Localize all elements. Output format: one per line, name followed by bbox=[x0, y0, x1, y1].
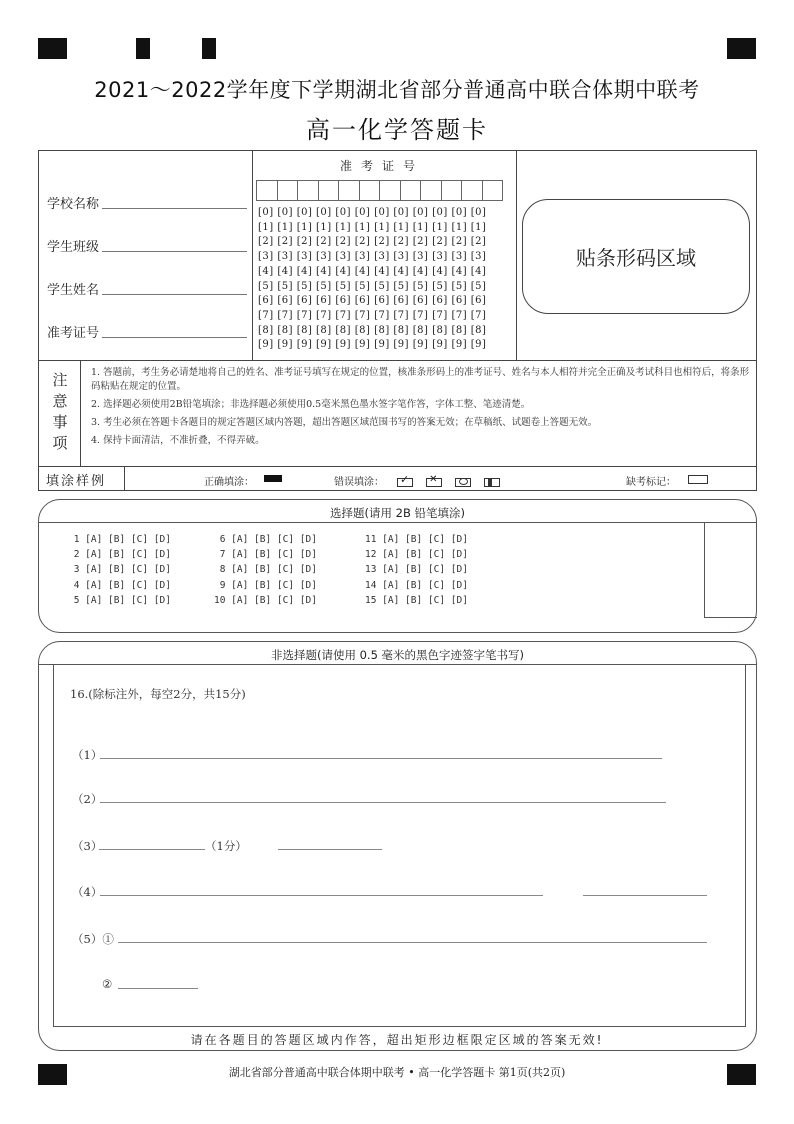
q16-part-5-answer-line-2[interactable] bbox=[118, 988, 198, 989]
school-name-label: 学校名称 bbox=[47, 197, 100, 212]
exam-number-bubble-grid[interactable]: [0] [0] [0] [0] [0] [0] [0] [0] [0] [0] [0] [0] [1] [1] [1] [1] [1] [1] [1] [1] [1] [1] [1] [1] [2] [2] [2] [2] [2] [2] [2] [2] [2] [2] [2] [2] [3] [3] [3] [3] [3] [3] [3] [3] [3] [3] [3] [3] [4] [4] [4] [4] [4] [4] [4] [4] [4] [4] [4] [4] [5] [5] [5] [5] [5] [5] [5] [5] [5] [5] [5] [5] [6] [6] [6] [6] [6] [6] [6] [6] [6] [6] [6] [6] [7] [7] [7] [7] [7] [7] [7] [7] [7] [7] [7] [7] [8] [8] [8] [8] [8] [8] [8] [8] [8] [8] [8] [8] [9] [9] [9] [9] [9] [9] [9] [9] [9] [9] [9] [9] bbox=[258, 207, 487, 351]
wrong-fill-circle-icon bbox=[455, 478, 471, 487]
notes-heading: 注 意 事 项 bbox=[52, 371, 68, 452]
exam-title: 2021～2022学年度下学期湖北省部分普通高中联合体期中联考 bbox=[94, 78, 700, 102]
q16-part-2-answer-line[interactable] bbox=[100, 802, 666, 803]
question-16-header: 16.(除标注外，每空2分，共15分) bbox=[70, 687, 246, 701]
mcq-title-divider bbox=[39, 522, 756, 523]
student-name-label: 学生姓名 bbox=[47, 283, 100, 298]
q16-part-5-answer-line-1[interactable] bbox=[118, 942, 707, 943]
mcq-column-3[interactable]: 11 [A] [B] [C] [D] 12 [A] [B] [C] [D] 13 [A] [B] [C] [D] 14 [A] [B] [C] [D] 15 [A] [B] [C] [D] bbox=[365, 534, 468, 606]
wrong-fill-partial-icon bbox=[484, 478, 500, 487]
school-name-field[interactable] bbox=[102, 208, 247, 209]
mcq-section-title: 选择题(请用 2B 铅笔填涂) bbox=[330, 506, 465, 520]
page-footer: 湖北省部分普通高中联合体期中联考 • 高一化学答题卡 第1页(共2页) bbox=[228, 1066, 566, 1079]
q16-part-5-sub-2-label: ② bbox=[102, 977, 113, 991]
q16-part-4-label: （4） bbox=[72, 885, 103, 899]
wrong-fill-cross-icon: ✕ bbox=[426, 478, 442, 487]
mcq-column-2[interactable]: 6 [A] [B] [C] [D] 7 [A] [B] [C] [D] 8 [A] [B] [C] [D] 9 [A] [B] [C] [D] 10 [A] [B] [C] [D] bbox=[214, 534, 317, 606]
note-item-1: 1. 答题前，考生务必请楚地将自己的姓名、准考证号填写在规定的位置，核准条形码上的准考证号、姓名与本人相符并完全正确及考试科目也相符后，将条形码粘贴在规定的位置。 bbox=[91, 367, 750, 392]
wrong-fill-check-icon: ✓ bbox=[397, 478, 413, 487]
fill-head-divider bbox=[124, 466, 125, 491]
info-divider-horizontal-2 bbox=[38, 466, 757, 467]
exam-number-boxes[interactable] bbox=[257, 180, 503, 201]
barcode-area bbox=[522, 199, 750, 314]
notes-head-divider bbox=[80, 360, 81, 466]
notes-list bbox=[91, 366, 751, 452]
barcode-area-label: 贴条形码区域 bbox=[576, 246, 696, 270]
absent-mark-box[interactable] bbox=[688, 475, 708, 484]
open-section-title: 非选择题(请使用 0.5 毫米的黑色字迹签字笔书写) bbox=[270, 648, 525, 662]
mcq-corner-frame bbox=[704, 522, 757, 618]
open-question-section bbox=[38, 641, 757, 1051]
info-divider-horizontal-1 bbox=[38, 360, 757, 361]
correct-fill-sample bbox=[264, 475, 282, 482]
absent-mark-label: 缺考标记： bbox=[626, 477, 676, 488]
q16-part-4-answer-line-2[interactable] bbox=[583, 895, 707, 896]
info-divider-vertical-1 bbox=[252, 150, 253, 360]
answer-frame bbox=[53, 664, 746, 1027]
q16-part-3-score: （1分） bbox=[205, 839, 247, 853]
answer-area-warning: 请在各题目的答题区域内作答，超出矩形边框限定区域的答案无效! bbox=[190, 1033, 604, 1047]
exam-number-title: 准考证号 bbox=[339, 159, 424, 173]
q16-part-1-label: （1） bbox=[72, 748, 103, 762]
registration-mark-top-2 bbox=[136, 38, 150, 59]
wrong-fill-label: 错误填涂： bbox=[334, 477, 384, 488]
registration-mark-top-right bbox=[727, 38, 756, 59]
wrong-fill-samples bbox=[397, 472, 500, 491]
mcq-column-1[interactable]: 1 [A] [B] [C] [D] 2 [A] [B] [C] [D] 3 [A] [B] [C] [D] 4 [A] [B] [C] [D] 5 [A] [B] [C] [D] bbox=[73, 534, 171, 606]
card-subtitle: 高一化学答题卡 bbox=[306, 116, 488, 144]
q16-part-2-label: （2） bbox=[72, 792, 103, 806]
note-item-4: 4. 保持卡面清洁，不准折叠，不得弄破。 bbox=[91, 435, 265, 446]
q16-part-3-answer-line-1[interactable] bbox=[99, 849, 205, 850]
fill-example-label: 填涂样例 bbox=[46, 474, 107, 489]
student-name-field[interactable] bbox=[102, 294, 247, 295]
exam-number-label: 准考证号 bbox=[47, 326, 100, 341]
q16-part-1-answer-line[interactable] bbox=[100, 758, 662, 759]
correct-fill-label: 正确填涂： bbox=[204, 477, 254, 488]
registration-mark-top-left bbox=[38, 38, 67, 59]
exam-number-field[interactable] bbox=[102, 337, 247, 338]
info-divider-vertical-2 bbox=[516, 150, 517, 360]
q16-part-3-answer-line-2[interactable] bbox=[278, 849, 382, 850]
note-item-2: 2. 选择题必须使用2B铅笔填涂；非选择题必须使用0.5毫米黑色墨水签字笔作答，字体工整、笔迹清楚。 bbox=[91, 399, 531, 410]
note-item-3: 3. 考生必须在答题卡各题目的规定答题区域内答题，超出答题区域范围书写的答案无效；在草稿纸、试题卷上答题无效。 bbox=[91, 417, 598, 428]
q16-part-3-label: （3） bbox=[72, 839, 103, 853]
q16-part-4-answer-line-1[interactable] bbox=[100, 895, 543, 896]
class-label: 学生班级 bbox=[47, 240, 100, 255]
registration-mark-top-3 bbox=[202, 38, 216, 59]
class-field[interactable] bbox=[102, 251, 247, 252]
q16-part-5-label: （5）① bbox=[72, 932, 114, 946]
